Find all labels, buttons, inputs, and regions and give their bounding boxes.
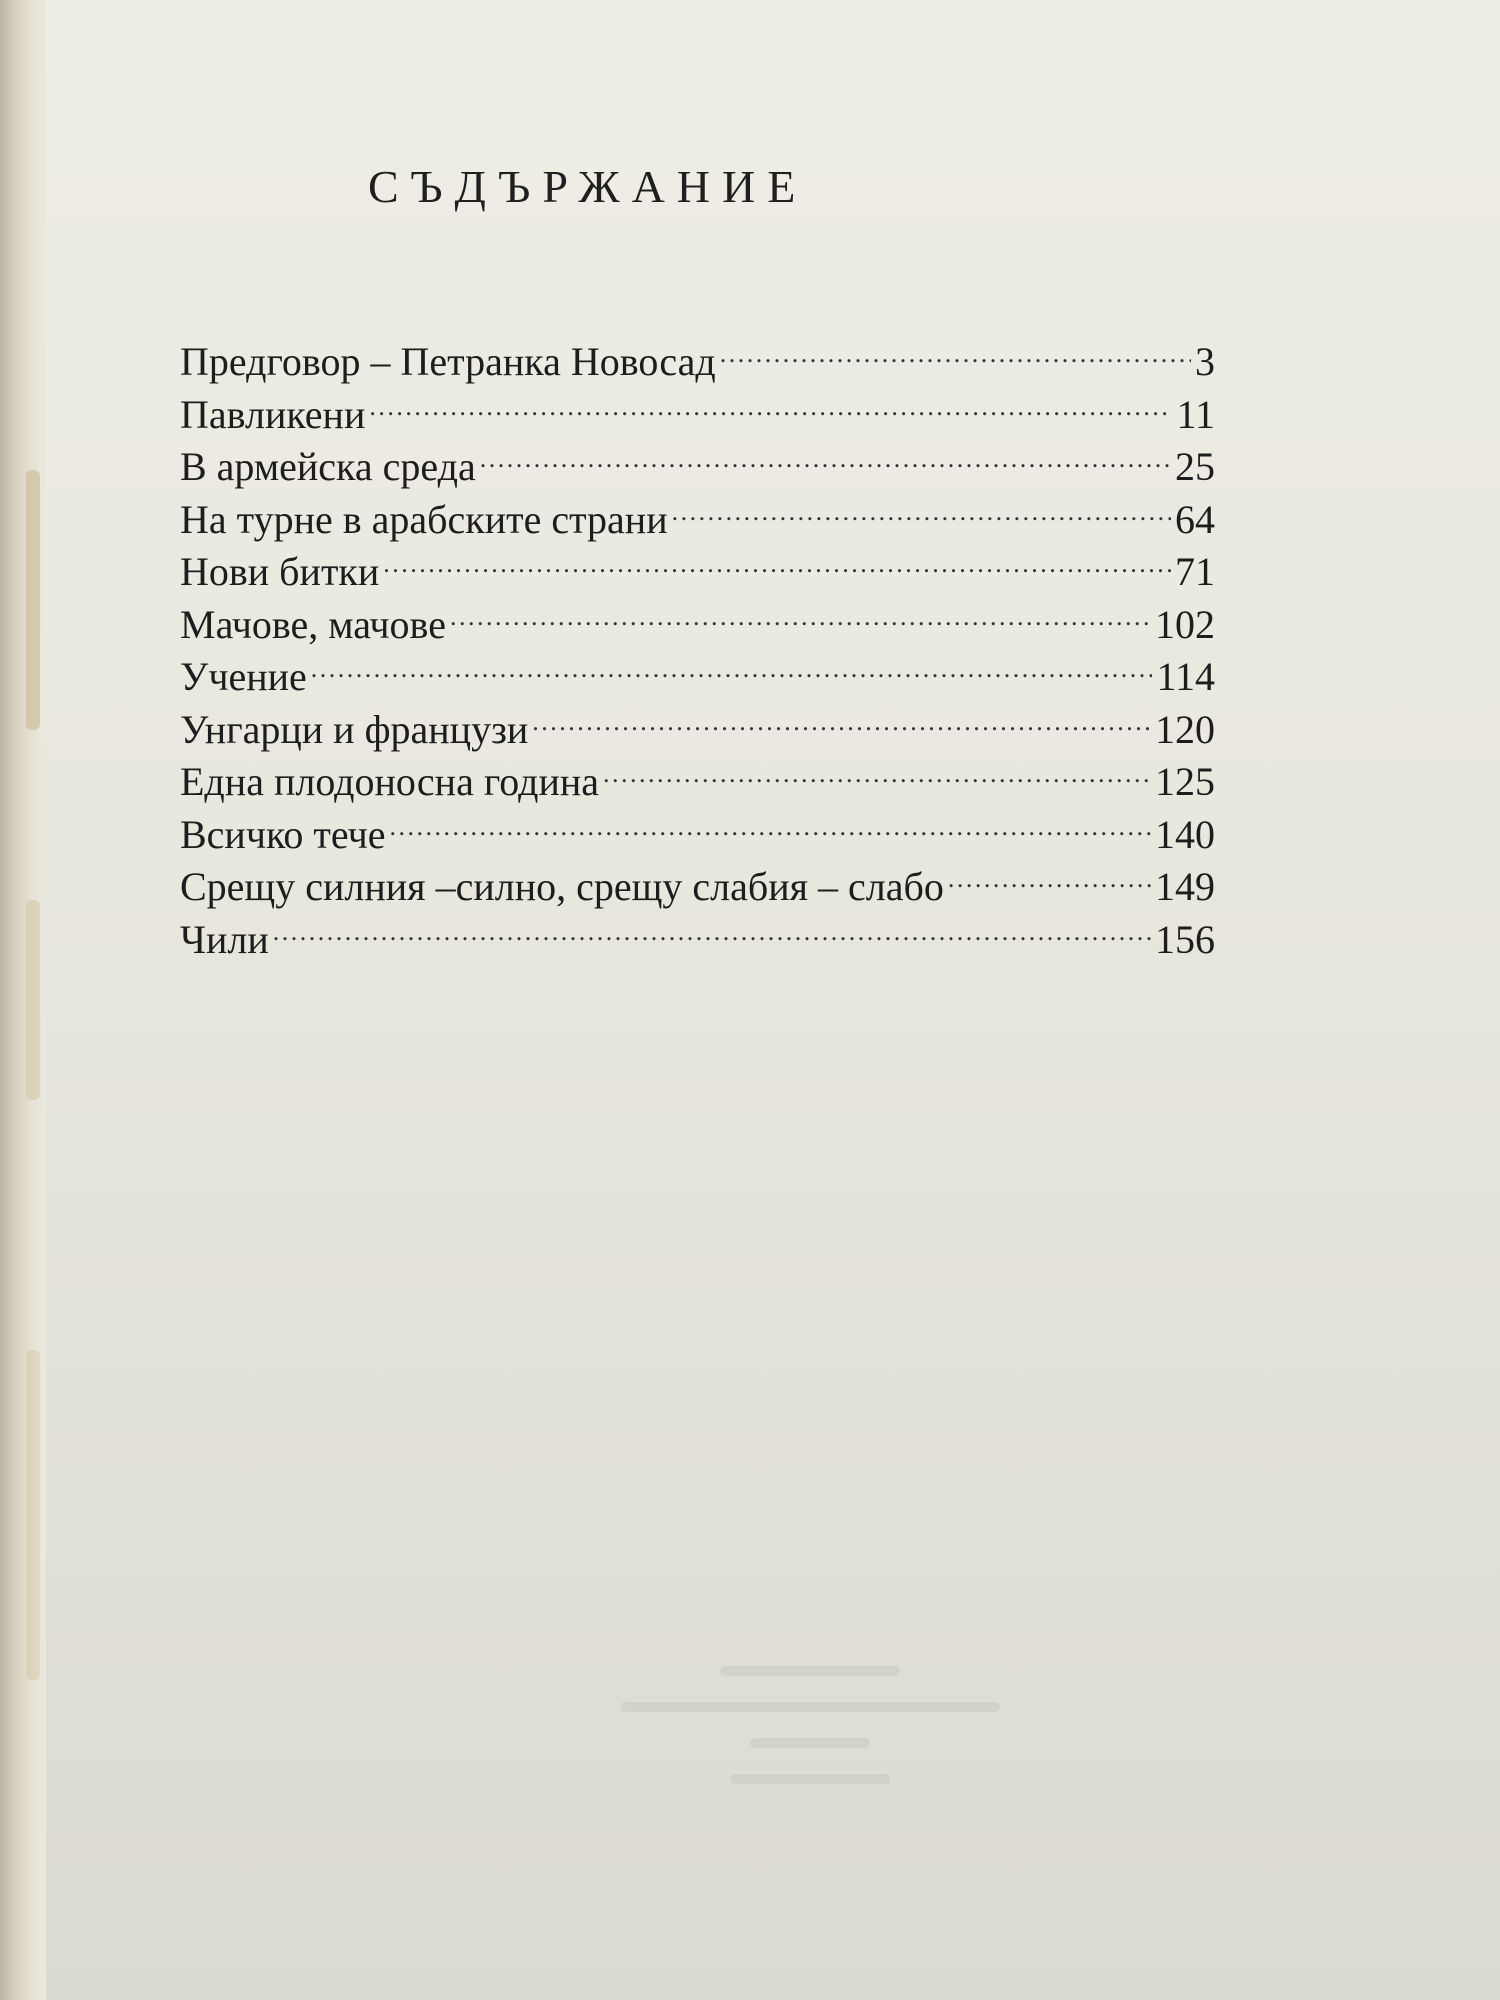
toc-entry-page: 25 (1175, 444, 1215, 489)
dot-leader (450, 586, 1151, 638)
toc-entry (180, 901, 1215, 962)
dot-leader (603, 743, 1151, 795)
table-of-contents (180, 323, 1215, 962)
toc-entry-title: Нови битки (180, 549, 380, 594)
toc-entry-page: 156 (1155, 916, 1215, 962)
toc-entry-title: Унгарци и французи (180, 706, 529, 752)
dot-leader (311, 638, 1153, 690)
dot-leader (672, 481, 1171, 533)
toc-entry (180, 323, 1215, 384)
toc-entry-title: Една плодоносна година (180, 759, 600, 804)
dot-leader (273, 901, 1151, 953)
toc-entry (180, 691, 1215, 752)
dot-leader (948, 848, 1151, 900)
toc-entry-page: 3 (1195, 339, 1215, 384)
dot-leader (389, 796, 1151, 848)
dot-leader (480, 428, 1171, 480)
dot-leader (532, 691, 1151, 743)
toc-entry-title: Предговор – Петранка Новосад (180, 339, 716, 384)
show-through-text (600, 1640, 1020, 1840)
toc-entry-page: 125 (1155, 759, 1215, 804)
paper-stain (26, 1350, 40, 1680)
toc-entry-page: 114 (1156, 654, 1215, 699)
toc-entry-title: Мачове, мачове (180, 601, 446, 647)
toc-entry-title: Срещу силния –силно, срещу слабия – слабо (180, 864, 944, 909)
toc-entry-page: 64 (1175, 496, 1215, 542)
toc-entry-page: 149 (1155, 864, 1215, 909)
toc-entry-title: На турне в арабските страни (180, 496, 668, 542)
toc-entry-page: 71 (1175, 549, 1215, 594)
dot-leader (720, 323, 1191, 375)
toc-entry-title: Чили (180, 916, 269, 962)
toc-entry (180, 638, 1215, 699)
paper-stain (26, 470, 40, 730)
toc-entry-page: 102 (1155, 601, 1215, 647)
dot-leader (383, 533, 1171, 585)
paper-stain (26, 900, 40, 1100)
toc-entry-title: Всичко тече (180, 811, 386, 857)
toc-entry-page: 140 (1155, 811, 1215, 857)
contents-heading: СЪДЪРЖАНИЕ (368, 161, 808, 212)
toc-entry-title: В армейска среда (180, 444, 476, 489)
dot-leader (369, 376, 1172, 428)
toc-entry-title: Павликени (180, 391, 366, 437)
page-spine-edge (0, 0, 46, 2000)
toc-entry-title: Учение (180, 654, 307, 699)
toc-entry-page: 120 (1155, 706, 1215, 752)
toc-entry-page: 11 (1176, 391, 1215, 437)
